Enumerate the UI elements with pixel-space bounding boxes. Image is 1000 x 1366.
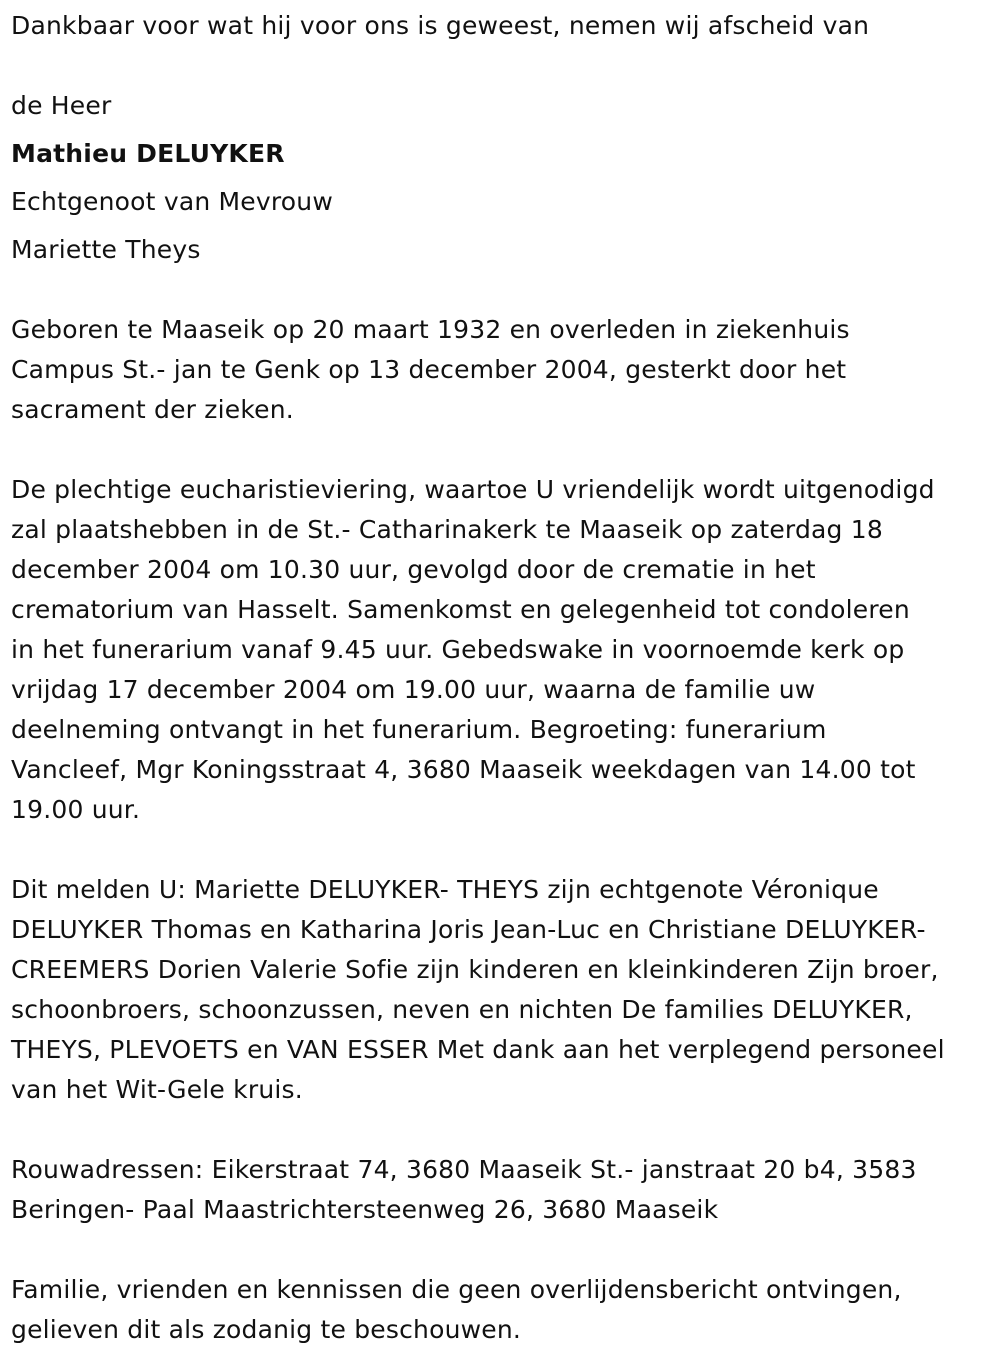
paragraph-line: De plechtige eucharistieviering, waartoe U vriendelijk wordt uitgenodigd bbox=[11, 475, 935, 504]
spacer bbox=[11, 830, 990, 870]
honorific: de Heer bbox=[11, 91, 112, 120]
paragraph-line: van het Wit-Gele kruis. bbox=[11, 1075, 303, 1104]
paragraph-line: CREEMERS Dorien Valerie Sofie zijn kinderen en kleinkinderen Zijn broer, bbox=[11, 955, 939, 984]
spacer bbox=[11, 222, 990, 230]
paragraph-line: DELUYKER Thomas en Katharina Joris Jean-Luc en Christiane DELUYKER- bbox=[11, 915, 926, 944]
paragraph-line: vrijdag 17 december 2004 om 19.00 uur, waarna de familie uw bbox=[11, 675, 816, 704]
spacer bbox=[11, 430, 990, 470]
paragraph-line: in het funerarium vanaf 9.45 uur. Gebedswake in voornoemde kerk op bbox=[11, 635, 905, 664]
paragraph-line: Dit melden U: Mariette DELUYKER- THEYS zijn echtgenote Véronique bbox=[11, 875, 879, 904]
spacer bbox=[11, 1230, 990, 1270]
paragraph-line: crematorium van Hasselt. Samenkomst en gelegenheid tot condoleren bbox=[11, 595, 910, 624]
paragraph-line: Beringen- Paal Maastrichtersteenweg 26, 3680 Maaseik bbox=[11, 1195, 719, 1224]
ceremony-paragraph bbox=[11, 470, 990, 830]
paragraph-line: zal plaatshebben in de St.- Catharinakerk te Maaseik op zaterdag 18 bbox=[11, 515, 883, 544]
deceased-name: Mathieu DELUYKER bbox=[11, 139, 285, 168]
spacer bbox=[11, 126, 990, 134]
family-paragraph bbox=[11, 870, 990, 1110]
paragraph-line: sacrament der zieken. bbox=[11, 395, 294, 424]
spacer bbox=[11, 1110, 990, 1150]
birth-death-paragraph bbox=[11, 310, 990, 430]
spouse-line-1: Echtgenoot van Mevrouw bbox=[11, 187, 333, 216]
spouse-line-2: Mariette Theys bbox=[11, 235, 201, 264]
paragraph-line: Geboren te Maaseik op 20 maart 1932 en overleden in ziekenhuis bbox=[11, 315, 850, 344]
intro-text: Dankbaar voor wat hij voor ons is geweest, nemen wij afscheid van bbox=[11, 11, 870, 40]
addresses-paragraph bbox=[11, 1150, 990, 1230]
paragraph-line: Familie, vrienden en kennissen die geen overlijdensbericht ontvingen, bbox=[11, 1275, 902, 1304]
spacer bbox=[11, 270, 990, 310]
paragraph-line: gelieven dit als zodanig te beschouwen. bbox=[11, 1315, 522, 1344]
paragraph-line: schoonbroers, schoonzussen, neven en nichten De families DELUYKER, bbox=[11, 995, 913, 1024]
spacer bbox=[11, 46, 990, 86]
paragraph-line: Rouwadressen: Eikerstraat 74, 3680 Maaseik St.- janstraat 20 b4, 3583 bbox=[11, 1155, 917, 1184]
paragraph-line: Vancleef, Mgr Koningsstraat 4, 3680 Maaseik weekdagen van 14.00 tot bbox=[11, 755, 916, 784]
paragraph-line: 19.00 uur. bbox=[11, 795, 141, 824]
paragraph-line: deelneming ontvangt in het funerarium. Begroeting: funerarium bbox=[11, 715, 827, 744]
paragraph-line: THEYS, PLEVOETS en VAN ESSER Met dank aan het verplegend personeel bbox=[11, 1035, 945, 1064]
closing-paragraph bbox=[11, 1270, 990, 1350]
paragraph-line: december 2004 om 10.30 uur, gevolgd door de crematie in het bbox=[11, 555, 816, 584]
paragraph-line: Campus St.- jan te Genk op 13 december 2004, gesterkt door het bbox=[11, 355, 847, 384]
spacer bbox=[11, 174, 990, 182]
